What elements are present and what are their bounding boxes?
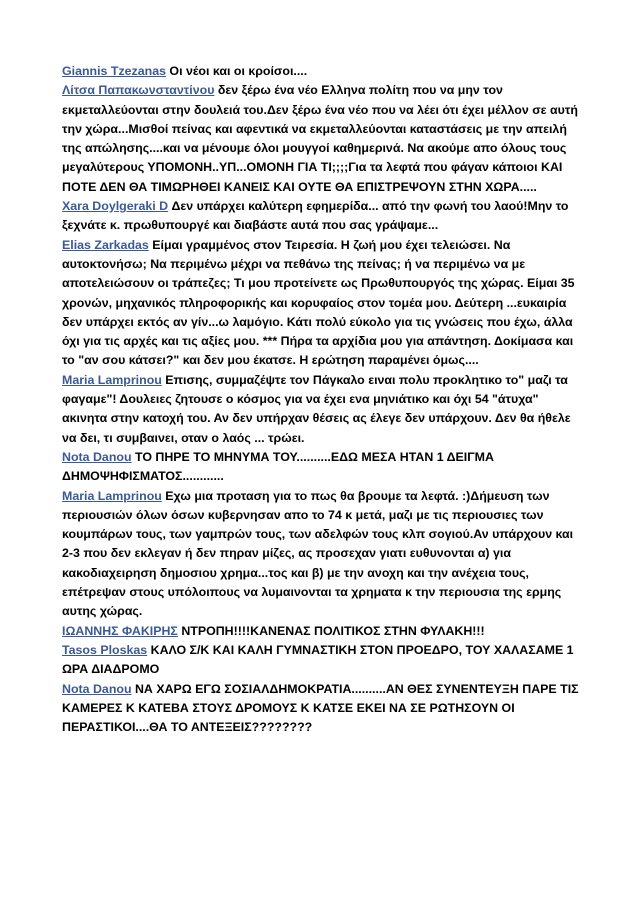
comment: [62, 680, 582, 738]
comment-text: δεν ξέρω ένα νέο Ελληνα πολίτη που να μην τον εκμεταλλεύονται στην δουλειά του.Δεν ξέρω ένα νέο που να λέει ότι έχει μέλλον σε αυτή την χώρα...Μισθοί πείνας και αφεντικά να εκμεταλλεύονται καταστάσεις με την απειλή της απώλησης....και να μένουμε όλοι μουγγοί καθημερινά. Να ακούμε απο όλους τους μεγαλύτερους ΥΠΟΜΟΝΗ..ΥΠ...ΟΜΟΝΗ ΓΙΑ ΤΙ;;;;Για τα λεφτά που φάγαν κάποιοι ΚΑΙ ΠΟΤΕ ΔΕΝ ΘΑ ΤΙΜΩΡΗΘΕΙ ΚΑΝΕΙΣ ΚΑΙ ΟΥΤΕ ΘΑ ΕΠΙΣΤΡΕΨΟΥΝ ΣΤΗΝ ΧΩΡΑ.....: [62, 83, 578, 194]
comment: [62, 62, 582, 81]
comment: [62, 197, 582, 236]
comment: [62, 641, 582, 680]
author-link[interactable]: Tasos Ploskas: [62, 642, 148, 657]
author-link[interactable]: Nota Danou: [62, 449, 132, 464]
comment-text: Δεν υπάρχει καλύτερη εφημερίδα... από την φωνή του λαού!Μην το ξεχνάτε κ. πρωθυπουργέ και διαβάστε αυτά που σας γράψαμε...: [62, 199, 569, 233]
comment-document: [62, 62, 582, 737]
author-link[interactable]: Nota Danou: [62, 681, 132, 696]
comment-text: ΝΑ ΧΑΡΩ ΕΓΩ ΣΟΣΙΑΛΔΗΜΟΚΡΑΤΙΑ..........ΑΝ ΘΕΣ ΣΥΝΕΝΤΕΥΞΗ ΠΑΡΕ ΤΙΣ ΚΑΜΕΡΕΣ Κ ΚΑΤΕΒΑ ΣΤΟΥΣ ΔΡΟΜΟΥΣ Κ ΚΑΤΣΕ ΕΚΕΙ ΝΑ ΣΕ ΡΩΤΗΣΟΥΝ ΟΙ ΠΕΡΑΣΤΙΚΟΙ....ΘΑ ΤΟ ΑΝΤΕΞΕΙΣ????????: [62, 681, 579, 735]
author-link[interactable]: Elias Zarkadas: [62, 237, 149, 252]
comment: [62, 487, 582, 622]
comment-text: ΤΟ ΠΗΡΕ ΤΟ ΜΗΝΥΜΑ ΤΟΥ..........ΕΔΩ ΜΕΣΑ ΗΤΑΝ 1 ΔΕΙΓΜΑ ΔΗΜΟΨΗΦΙΣΜΑΤΟΣ............: [62, 449, 494, 484]
comment: [62, 448, 582, 487]
comment: [62, 81, 582, 197]
comment-text: Είμαι γραμμένος στον Τειρεσία. Η ζωή μου έχει τελειώσει. Να αυτοκτονήσω; Να περιμένω μέχρι να πεθάνω της πείνας; ή να περιμένω να με αποτελειώσουν οι τράπεζες; Τι μου προτείνετε ως Πρωθυπουργός της χώρας. Είμαι 35 χρονών, μηχανικός πληροφορικής και κορυφαίος στον τομέα μου. Δεύτερη ...ευκαιρία δεν υπάρχει εκτός αν γίν...ω λαμόγιο. Κάτι πολύ εύκολο για τις γνώσεις που έχω, άλλα όχι για τις αρχές και τις αξίες μου. *** Πήρα τα αρχίδια μου για απάντηση. Δοκίμασα και το "αν σου κάτσει?" και δεν μου έκατσε. Η ερώτηση παραμένει όμως....: [62, 237, 575, 368]
author-link[interactable]: ΙΩΑΝΝΗΣ ΦΑΚΙΡΗΣ: [62, 623, 178, 638]
author-link[interactable]: Λίτσα Παπακωνσταντίνου: [62, 83, 215, 98]
comment-text: ΚΑΛΟ Σ/Κ ΚΑΙ ΚΑΛΗ ΓΥΜΝΑΣΤΙΚΗ ΣΤΟΝ ΠΡΟΕΔΡΟ, ΤΟΥ ΧΑΛΑΣΑΜΕ 1 ΩΡΑ ΔΙΑΔΡΟΜΟ: [62, 642, 574, 677]
author-link[interactable]: Xara Doylgeraki D: [62, 199, 169, 214]
comment-text: Οι νέοι και οι κροίσοι....: [165, 64, 308, 78]
comment: [62, 371, 582, 448]
comment: [62, 622, 582, 641]
author-link[interactable]: Maria Lamprinou: [62, 488, 162, 503]
comment-text: Εχω μια προταση για το πως θα βρουμε τα λεφτά. :)Δήμευση των περιουσιών όλων όσων κυβερνησαν απο το 74 κ μετά, μαζι με τις περιουσιες των κουμπάρων τους, των γαμπρών τους, των αδελφών τους κλπ σογιού.Αν υπάρχουν και 2-3 που δεν εκλεγαν ή δεν πηραν μίζες, ας προσεχαν γιατι ευθυνονται α) για κακοδιαχειρηση δημοσιου χρημα...τος και β) με την ανοχη και την ανέχεια τους, επέτρεψαν στους υπόλοιπους να λυμαινονται τα χρηματα κ την περιουσια της ερμης αυτης χώρας.: [62, 488, 574, 619]
comment-text: ΝΤΡΟΠΗ!!!!ΚΑΝΕΝΑΣ ΠΟΛΙΤΙΚΟΣ ΣΤΗΝ ΦΥΛΑΚΗ!!!: [177, 623, 485, 638]
author-link[interactable]: Giannis Tzezanas: [62, 64, 166, 78]
author-link[interactable]: Maria Lamprinou: [62, 372, 162, 387]
comment: [62, 236, 582, 371]
comment-text: Επισης, συμμαζέψτε τον Πάγκαλο ειναι πολυ προκλητικο το" μαζι τα φαγαμε"! Δουλειες ζητουσε ο κόσμος για να έχει ενα μηνιάτικο και όχι 54 "άτυχα" ακινητα στην κατοχή του. Αν δεν υπήρχαν θέσεις ας έλεγε δεν υπάρχουν. Δεν θα ήθελε να δει, τι συμβαινει, οταν ο λαός ... τρώει.: [62, 372, 571, 445]
